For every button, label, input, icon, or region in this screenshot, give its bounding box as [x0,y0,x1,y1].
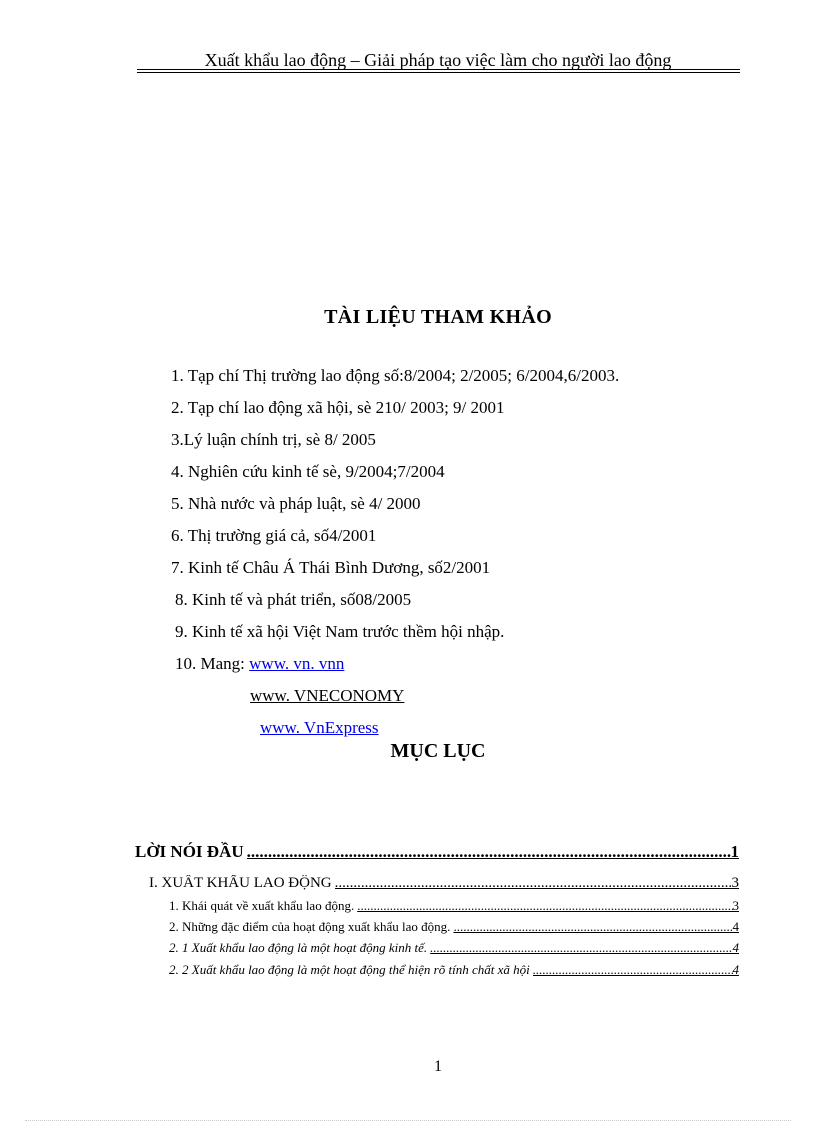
header-rule-bottom [137,72,740,73]
toc-dot-leader [453,919,732,935]
toc-entry-text: 2. Những đặc điểm của hoạt động xuất khẩu lao động. [169,919,451,934]
toc-dot-leader [247,842,731,862]
header-rule-top [137,69,740,70]
toc-page-number: 1 [730,842,739,861]
reference-item-6: 6. Thị trường giá cả, số4/2001 [171,526,377,545]
toc-entry-text: 1. Khái quát về xuất khẩu lao động. [169,898,355,913]
reference-item-9: 9. Kinh tế xã hội Việt Nam trước thềm hội nhập. [175,622,505,641]
reference-item-5: 5. Nhà nước và pháp luật, sè 4/ 2000 [171,494,421,513]
toc-page-number: 4 [732,962,739,977]
toc-dot-leader [357,898,732,914]
reference-item-1: 1. Tạp chí Thị trường lao động số:8/2004; 2/2005; 6/2004,6/2003. [171,366,620,385]
reference-item-3: 3.Lý luận chính trị, sè 8/ 2005 [171,430,376,449]
toc-entry-text: 2. 2 Xuất khẩu lao động là một hoạt động thể hiện rõ tính chất xã hội [169,962,530,977]
reference-item-7: 7. Kinh tế Châu Á Thái Bình Dương, số2/2001 [171,558,491,577]
web-sources-label: 10. Mang: [175,654,245,673]
references-title: TÀI LIỆU THAM KHẢO [324,306,552,328]
toc-page-number: 3 [731,875,739,891]
toc-title: MỤC LỤC [390,740,486,762]
running-header: Xuất khẩu lao động – Giải pháp tạo việc làm cho người lao động [204,50,672,70]
reference-item-10 [175,654,344,674]
toc-dot-leader [533,962,733,978]
page-number: 1 [434,1058,442,1075]
toc-dot-leader [335,875,732,892]
reference-item-8: 8. Kinh tế và phát triển, số08/2005 [175,590,412,609]
toc-page-number: 4 [732,919,739,934]
toc-entry-2[interactable] [149,875,739,892]
toc-entry-text: 2. 1 Xuất khẩu lao động là một hoạt động kinh tế. [169,940,428,955]
reference-item-2: 2. Tạp chí lao động xã hội, sè 210/ 2003; 9/ 2001 [171,398,505,417]
link-vneconomy[interactable]: www. VNECONOMY [250,686,405,705]
toc-entry-1[interactable] [135,842,739,862]
link-vnn[interactable]: www. vn. vnn [249,654,345,673]
toc-page-number: 4 [732,940,739,955]
toc-entry-5[interactable] [169,940,739,956]
toc-page-number: 3 [732,898,739,913]
toc-entry-text: LỜI NÓI ĐẦU [135,842,244,861]
toc-entry-text: I. XUẤT KHẨU LAO ĐỘNG [149,875,332,891]
reference-link-row-2 [250,686,404,706]
reference-item-4: 4. Nghiên cứu kinh tế sè, 9/2004;7/2004 [171,462,445,481]
toc-entry-4[interactable] [169,919,739,935]
toc-entry-3[interactable] [169,898,739,914]
toc-dot-leader [430,940,732,956]
toc-entry-6[interactable] [169,962,739,978]
page-edge-divider [25,1120,791,1121]
reference-link-row-3 [260,718,379,738]
link-vnexpress[interactable]: www. VnExpress [260,718,379,737]
